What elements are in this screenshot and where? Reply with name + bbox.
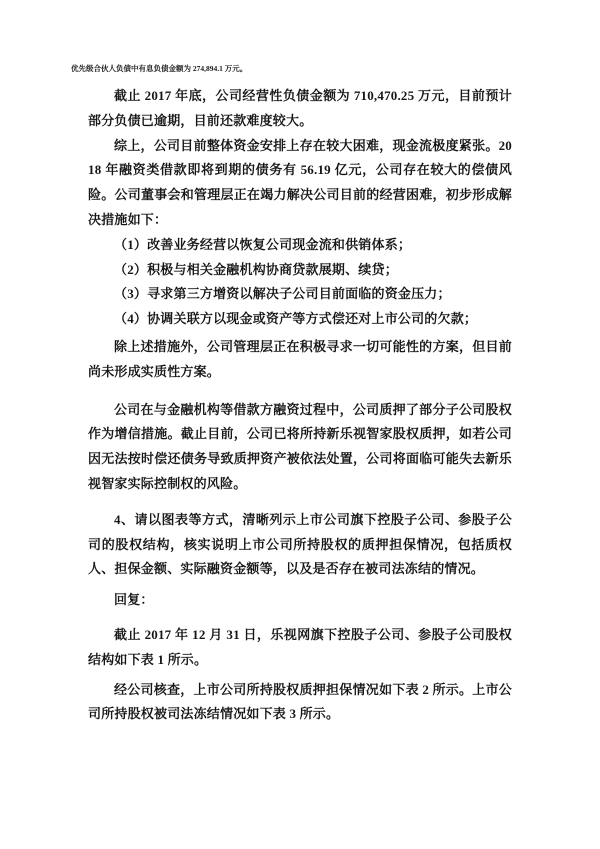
document-body [88,84,512,727]
paragraph-pledge-and-freeze-tables: 经公司核查，上市公司所持股权质押担保情况如下表 2 所示。上市公司所持股权被司法冻结情况如下表 3 所示。 [88,681,512,722]
list-item-measure-3: （3）寻求第三方增资以解决子公司目前面临的资金压力； [114,286,451,302]
list-item-measure-4: （4）协调关联方以现金或资产等方式偿还对上市公司的欠款； [114,311,478,327]
paragraph-operating-debt: 截止 2017 年底，公司经营性负债金额为 710,470.25 万元，目前预计部分负债已逾期，目前还款难度较大。 [88,88,512,128]
question-4-heading: 4、请以图表等方式，清晰列示上市公司旗下控股子公司、参股子公司的股权结构，核实说明上市公司所持股权的质押担保情况，包括质权人、担保金额、实际融资金额等，以及是否存在被司法冻结的情况。 [88,511,512,577]
paragraph-funding-summary: 综上，公司目前整体资金安排上存在较大困难，现金流极度紧张。2018 年融资类借款即将到期的债务有 56.19 亿元，公司存在较大的偿债风险。公司董事会和管理层正在竭力解决公司目前的经营困难，初步形成解决措施如下： [88,137,512,227]
paragraph-equity-structure: 截止 2017 年 12 月 31 日，乐视网旗下控股子公司、参股子公司股权结构如下表 1 所示。 [88,626,512,667]
list-item-measure-2: （2）积极与相关金融机构协商贷款展期、续贷； [114,261,398,277]
footnote-priority-partner-debt: 优先级合伙人负债中有息负债金额为 274,894.1 万元。 [71,64,248,73]
paragraph-pledge-risk: 公司在与金融机构等借款方融资过程中，公司质押了部分子公司股权作为增信措施。截止目前，公司已将所持新乐视智家股权质押，如若公司因无法按时偿还债务导致质押资产被依法处置，公司将面临可能失去新乐视智家实际控制权的风险。 [88,401,512,491]
reply-label: 回复： [114,592,154,608]
paragraph-no-substantive-plan: 除上述措施外，公司管理层正在积极寻求一切可能性的方案，但目前尚未形成实质性方案。 [88,338,512,379]
list-item-measure-1: （1）改善业务经营以恢复公司现金流和供销体系； [114,236,412,252]
